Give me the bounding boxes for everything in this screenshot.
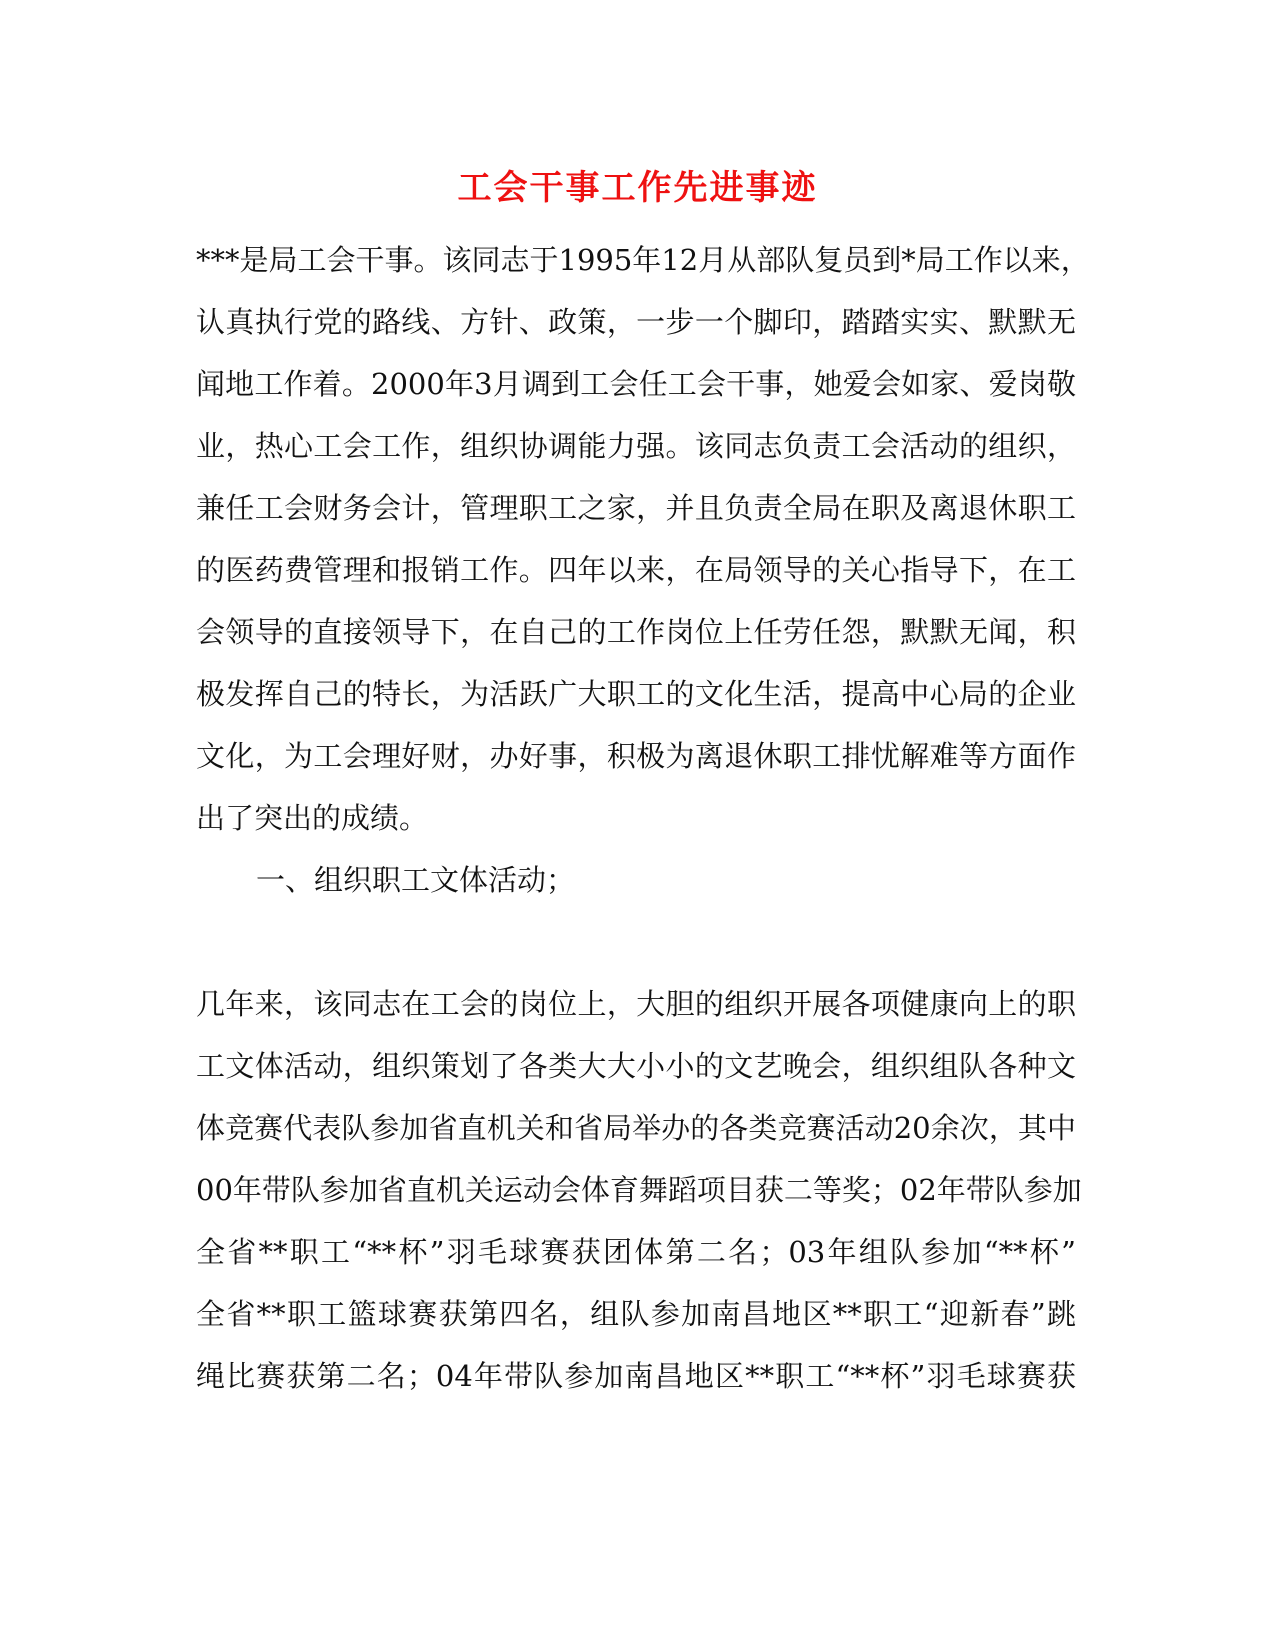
paragraph-2-line: 几年来，该同志在工会的岗位上，大胆的组织开展各项健康向上的职 [196,987,1076,1021]
section-heading: 一、组织职工文体活动； [256,863,576,897]
paragraph-2-line: 全省**职工篮球赛获第四名，组队参加南昌地区**职工“迎新春”跳 [196,1297,1076,1331]
paragraph-2-line: 全省**职工“**杯”羽毛球赛获团体第二名；03年组队参加“**杯” [196,1235,1076,1269]
paragraph-1-line: ***是局工会干事。该同志于1995年12月从部队复员到*局工作以来， [196,243,1090,277]
paragraph-1-line: 出了突出的成绩。 [196,801,429,835]
paragraph-1-line: 极发挥自己的特长，为活跃广大职工的文化生活，提高中心局的企业 [196,677,1076,711]
document-title: 工会干事工作先进事迹 [457,168,818,208]
paragraph-1-line: 认真执行党的路线、方针、政策，一步一个脚印，踏踏实实、默默无 [196,305,1076,339]
paragraph-1-line: 兼任工会财务会计，管理职工之家，并且负责全局在职及离退休职工 [196,491,1076,525]
paragraph-1-line: 闻地工作着。2000年3月调到工会任工会干事，她爱会如家、爱岗敬 [196,367,1076,401]
paragraph-2-line: 工文体活动，组织策划了各类大大小小的文艺晚会，组织组队各种文 [196,1049,1076,1083]
paragraph-1-line: 文化，为工会理好财，办好事，积极为离退休职工排忧解难等方面作 [196,739,1076,773]
paragraph-2-line: 绳比赛获第二名；04年带队参加南昌地区**职工“**杯”羽毛球赛获 [196,1359,1076,1393]
paragraph-1-line: 业，热心工会工作，组织协调能力强。该同志负责工会活动的组织， [196,429,1076,463]
paragraph-2-line: 00年带队参加省直机关运动会体育舞蹈项目获二等奖；02年带队参加 [196,1173,1082,1207]
paragraph-1-line: 的医药费管理和报销工作。四年以来，在局领导的关心指导下，在工 [196,553,1076,587]
paragraph-1-line: 会领导的直接领导下，在自己的工作岗位上任劳任怨，默默无闻，积 [196,615,1076,649]
paragraph-2-line: 体竞赛代表队参加省直机关和省局举办的各类竞赛活动20余次，其中 [196,1111,1076,1145]
